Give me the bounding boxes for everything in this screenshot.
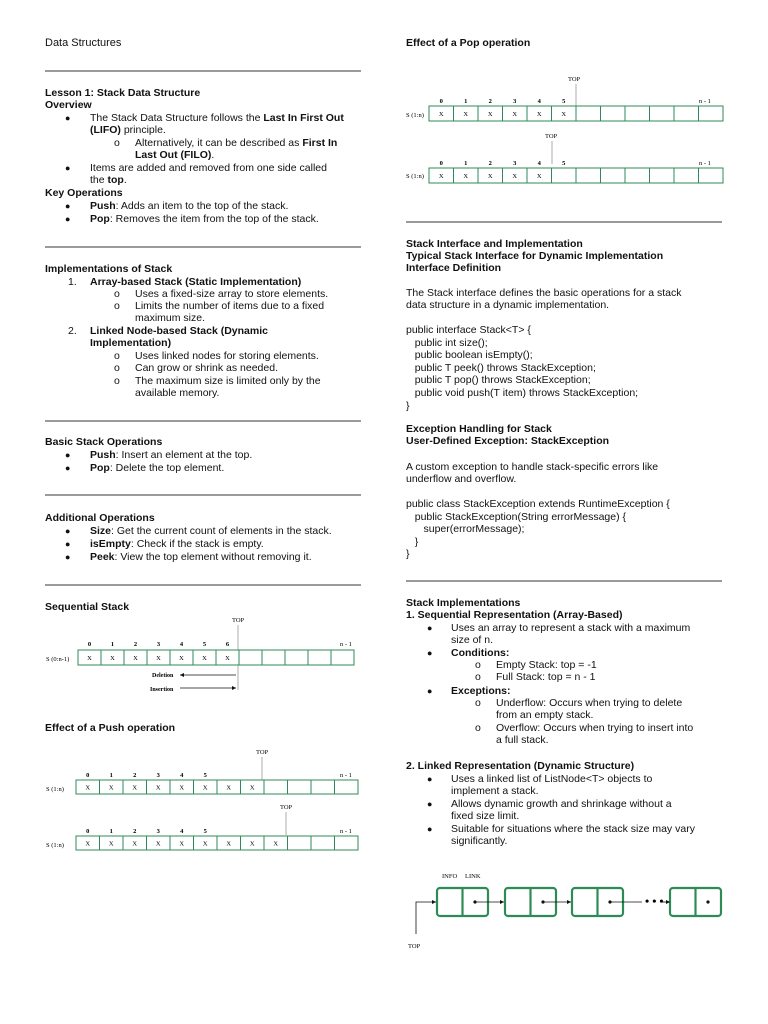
index-label: 0 bbox=[439, 98, 443, 105]
paragraph: A custom exception to handle stack-specific errors like bbox=[406, 461, 659, 473]
cell-value: X bbox=[87, 654, 92, 662]
push-diagram bbox=[40, 745, 365, 855]
index-label: 1 bbox=[110, 641, 115, 648]
list-item: available memory. bbox=[135, 387, 220, 399]
list-item: Uses a linked list of ListNode<T> objects to bbox=[451, 773, 653, 785]
list-item: Implementation) bbox=[90, 337, 172, 349]
list-item: Linked Node-based Stack (Dynamic bbox=[90, 325, 268, 337]
stack-cell bbox=[625, 168, 650, 183]
stack-cell bbox=[552, 168, 577, 183]
code-line: } bbox=[406, 399, 410, 412]
stack-cell bbox=[239, 650, 262, 665]
cell-value: X bbox=[155, 840, 161, 848]
list-item: Conditions: bbox=[451, 647, 510, 659]
cell-value: X bbox=[110, 654, 115, 662]
divider bbox=[45, 494, 361, 496]
stack-cell bbox=[262, 650, 285, 665]
interface-subheading: Typical Stack Interface for Dynamic Implementation bbox=[406, 250, 664, 262]
list-item: Uses an array to represent a stack with a maximum bbox=[451, 622, 691, 634]
divider bbox=[45, 584, 361, 586]
cell-value: X bbox=[226, 840, 232, 848]
cell-value: X bbox=[273, 840, 279, 848]
link-label: LINK bbox=[465, 873, 481, 880]
cell-value: X bbox=[202, 840, 208, 848]
sub-bullet: o bbox=[475, 659, 481, 671]
list-item: a full stack. bbox=[496, 734, 549, 746]
list-item: Peek: View the top element without removing it. bbox=[90, 551, 312, 563]
bullet: ● bbox=[65, 201, 71, 211]
index-label: 5 bbox=[203, 772, 207, 779]
cell-value: X bbox=[438, 172, 444, 180]
index-label: 4 bbox=[537, 160, 541, 167]
list-item: Last Out (FILO). bbox=[135, 149, 215, 161]
stack-cell bbox=[699, 106, 724, 121]
stack-cell bbox=[331, 650, 354, 665]
list-item: the top. bbox=[90, 174, 127, 186]
top-label: TOP bbox=[232, 617, 245, 624]
index-label: n - 1 bbox=[699, 98, 711, 105]
linked-list-diagram bbox=[402, 866, 732, 956]
lesson-title: Lesson 1: Stack Data Structure bbox=[45, 87, 201, 99]
page-title: Data Structures bbox=[45, 37, 122, 49]
code-line: public void push(T item) throws StackException; bbox=[406, 386, 639, 399]
index-label: 5 bbox=[203, 828, 207, 835]
list-item: Array-based Stack (Static Implementation) bbox=[90, 276, 302, 288]
index-label: 1 bbox=[109, 828, 113, 835]
cell-value: X bbox=[438, 110, 444, 118]
top-label: TOP bbox=[256, 749, 269, 756]
index-label: 2 bbox=[133, 641, 138, 648]
stack-cell bbox=[650, 168, 675, 183]
cell-value: X bbox=[202, 654, 207, 662]
index-label: 6 bbox=[225, 641, 230, 648]
list-number: 1. bbox=[68, 276, 77, 288]
sub-bullet: o bbox=[475, 671, 481, 683]
list-item: maximum size. bbox=[135, 312, 206, 324]
stack-cell bbox=[311, 836, 335, 850]
deletion-label: Deletion bbox=[152, 673, 174, 679]
index-label: 5 bbox=[562, 160, 566, 167]
pop-heading: Effect of a Pop operation bbox=[406, 37, 531, 49]
stack-cell bbox=[285, 650, 308, 665]
divider bbox=[406, 580, 722, 582]
top-label: TOP bbox=[408, 943, 421, 950]
list-item: Alternatively, it can be described as First In bbox=[135, 137, 338, 149]
interface-heading: Stack Interface and Implementation bbox=[406, 238, 583, 250]
index-label: 4 bbox=[537, 98, 541, 105]
info-label: INFO bbox=[442, 873, 458, 880]
seq-repr-title: 1. Sequential Representation (Array-Based) bbox=[406, 609, 623, 621]
cell-value: X bbox=[249, 784, 255, 792]
index-label: 2 bbox=[133, 772, 137, 779]
index-label: 3 bbox=[156, 828, 160, 835]
index-label: 1 bbox=[109, 772, 113, 779]
insertion-arrowhead bbox=[232, 686, 236, 690]
exception-subheading: User-Defined Exception: StackException bbox=[406, 435, 610, 447]
paragraph: underflow and overflow. bbox=[406, 473, 517, 485]
top-pointer-line bbox=[416, 902, 436, 934]
impl-heading: Implementations of Stack bbox=[45, 263, 173, 275]
list-item: Underflow: Occurs when trying to delete bbox=[496, 697, 683, 709]
cell-value: X bbox=[536, 172, 542, 180]
bullet: ● bbox=[427, 774, 433, 784]
pop-diagram bbox=[402, 72, 727, 187]
index-label: n - 1 bbox=[340, 641, 352, 648]
stack-impls-heading: Stack Implementations bbox=[406, 597, 521, 609]
top-label: TOP bbox=[280, 804, 293, 811]
list-item: significantly. bbox=[451, 835, 508, 847]
bullet: ● bbox=[65, 214, 71, 224]
deletion-arrowhead bbox=[180, 673, 184, 677]
cell-value: X bbox=[156, 654, 161, 662]
list-item: isEmpty: Check if the stack is empty. bbox=[90, 538, 264, 550]
bullet: ● bbox=[427, 648, 433, 658]
sub-bullet: o bbox=[114, 375, 120, 387]
code-line: } bbox=[406, 548, 410, 561]
sub-bullet: o bbox=[114, 362, 120, 374]
cell-value: X bbox=[512, 172, 518, 180]
index-label: 1 bbox=[464, 160, 468, 167]
code-line: public T pop() throws StackException; bbox=[406, 374, 591, 387]
list-item: Limits the number of items due to a fixed bbox=[135, 300, 325, 312]
link-arrowhead bbox=[500, 900, 504, 904]
cell-value: X bbox=[132, 784, 138, 792]
bullet: ● bbox=[427, 686, 433, 696]
stack-cell bbox=[674, 106, 699, 121]
divider bbox=[45, 246, 361, 248]
cell-value: X bbox=[132, 840, 138, 848]
sub-bullet: o bbox=[475, 697, 481, 709]
cell-value: X bbox=[179, 840, 185, 848]
divider bbox=[45, 420, 361, 422]
link-dot bbox=[706, 900, 709, 903]
paragraph: data structure in a dynamic implementation. bbox=[406, 299, 610, 311]
cell-value: X bbox=[85, 784, 91, 792]
stack-cell bbox=[576, 106, 601, 121]
bullet: ● bbox=[65, 450, 71, 460]
bullet: ● bbox=[65, 163, 71, 173]
list-item: Empty Stack: top = -1 bbox=[496, 659, 597, 671]
stack-cell bbox=[308, 650, 331, 665]
list-item: implement a stack. bbox=[451, 785, 539, 797]
stack-cell bbox=[699, 168, 724, 183]
code-line: super(errorMessage); bbox=[406, 523, 525, 536]
stack-cell bbox=[311, 780, 335, 794]
cell-value: X bbox=[108, 840, 114, 848]
sub-bullet: o bbox=[114, 137, 120, 149]
index-label: 2 bbox=[488, 98, 492, 105]
top-label: TOP bbox=[568, 76, 581, 83]
overview-heading: Overview bbox=[45, 99, 92, 111]
list-item: Exceptions: bbox=[451, 685, 511, 697]
row-label: S (1:n) bbox=[406, 112, 424, 119]
code-line: public int size(); bbox=[406, 336, 488, 349]
cell-value: X bbox=[108, 784, 114, 792]
stack-cell bbox=[601, 168, 626, 183]
list-item: The Stack Data Structure follows the Last In First Out bbox=[90, 112, 344, 124]
basic-ops-heading: Basic Stack Operations bbox=[45, 436, 163, 448]
index-label: 5 bbox=[562, 98, 566, 105]
list-item: Allows dynamic growth and shrinkage without a bbox=[451, 798, 672, 810]
index-label: 1 bbox=[464, 98, 468, 105]
list-item: Suitable for situations where the stack size may vary bbox=[451, 823, 695, 835]
code-line: public boolean isEmpty(); bbox=[406, 349, 533, 362]
list-item: from an empty stack. bbox=[496, 709, 594, 721]
index-label: 2 bbox=[133, 828, 137, 835]
cell-value: X bbox=[463, 172, 469, 180]
list-item: Full Stack: top = n - 1 bbox=[496, 671, 596, 683]
sub-bullet: o bbox=[114, 288, 120, 300]
link-arrowhead bbox=[567, 900, 571, 904]
push-heading: Effect of a Push operation bbox=[45, 722, 176, 734]
cell-value: X bbox=[487, 110, 493, 118]
cell-value: X bbox=[179, 784, 185, 792]
cell-value: X bbox=[463, 110, 469, 118]
bullet: ● bbox=[65, 552, 71, 562]
list-number: 2. bbox=[68, 325, 77, 337]
divider bbox=[45, 70, 361, 72]
index-label: 3 bbox=[156, 772, 160, 779]
sub-bullet: o bbox=[475, 722, 481, 734]
paragraph: The Stack interface defines the basic operations for a stack bbox=[406, 287, 682, 299]
stack-cell bbox=[288, 836, 312, 850]
stack-cell bbox=[264, 780, 288, 794]
row-label: S (0:n-1) bbox=[46, 656, 70, 663]
bullet: ● bbox=[427, 623, 433, 633]
cell-value: X bbox=[85, 840, 91, 848]
list-item: Can grow or shrink as needed. bbox=[135, 362, 278, 374]
top-label: TOP bbox=[545, 133, 558, 140]
code-line: public T peek() throws StackException; bbox=[406, 361, 596, 374]
sub-bullet: o bbox=[114, 350, 120, 362]
interface-definition-heading: Interface Definition bbox=[406, 262, 502, 274]
list-item: Push: Adds an item to the top of the stack. bbox=[90, 200, 289, 212]
index-label: 0 bbox=[87, 641, 92, 648]
index-label: 3 bbox=[513, 98, 517, 105]
row-label: S (1:n) bbox=[46, 786, 64, 793]
bullet: ● bbox=[427, 824, 433, 834]
bullet: ● bbox=[427, 799, 433, 809]
list-item: (LIFO) principle. bbox=[90, 124, 166, 136]
linked-repr-title: 2. Linked Representation (Dynamic Structure) bbox=[406, 760, 635, 772]
cell-value: X bbox=[226, 784, 232, 792]
row-label: S (1:n) bbox=[46, 842, 64, 849]
stack-cell bbox=[288, 780, 312, 794]
cell-value: X bbox=[487, 172, 493, 180]
cell-value: X bbox=[202, 784, 208, 792]
list-item: Items are added and removed from one side called bbox=[90, 162, 327, 174]
list-item: Push: Insert an element at the top. bbox=[90, 449, 253, 461]
list-item: The maximum size is limited only by the bbox=[135, 375, 321, 387]
index-label: 0 bbox=[439, 160, 443, 167]
stack-cell bbox=[601, 106, 626, 121]
list-item: Pop: Delete the top element. bbox=[90, 462, 225, 474]
cell-value: X bbox=[536, 110, 542, 118]
index-label: 5 bbox=[202, 641, 207, 648]
row-label: S (1:n) bbox=[406, 173, 424, 180]
exception-code-block bbox=[406, 498, 670, 561]
stack-cell bbox=[625, 106, 650, 121]
bullet: ● bbox=[65, 463, 71, 473]
cell-value: X bbox=[155, 784, 161, 792]
key-ops-heading: Key Operations bbox=[45, 187, 123, 199]
list-item: Overflow: Occurs when trying to insert into bbox=[496, 722, 694, 734]
index-label: 0 bbox=[86, 772, 90, 779]
index-label: 0 bbox=[86, 828, 90, 835]
stack-cell bbox=[335, 780, 359, 794]
list-item: fixed size limit. bbox=[451, 810, 520, 822]
cell-value: X bbox=[512, 110, 518, 118]
list-item: Pop: Removes the item from the top of the stack. bbox=[90, 213, 319, 225]
index-label: n - 1 bbox=[699, 160, 711, 167]
code-line: public class StackException extends RuntimeException { bbox=[406, 498, 670, 510]
bullet: ● bbox=[65, 539, 71, 549]
exception-heading: Exception Handling for Stack bbox=[406, 423, 552, 435]
code-line: public interface Stack<T> { bbox=[406, 324, 531, 336]
code-line: public StackException(String errorMessage) { bbox=[406, 510, 627, 523]
cell-value: X bbox=[133, 654, 138, 662]
additional-ops-heading: Additional Operations bbox=[45, 512, 155, 524]
list-item: Size: Get the current count of elements in the stack. bbox=[90, 525, 332, 537]
sequential-stack-heading: Sequential Stack bbox=[45, 601, 130, 613]
index-label: n - 1 bbox=[340, 828, 352, 835]
index-label: n - 1 bbox=[340, 772, 352, 779]
sequential-stack-diagram bbox=[40, 612, 365, 697]
index-label: 4 bbox=[180, 828, 184, 835]
divider bbox=[406, 221, 722, 223]
insertion-label: Insertion bbox=[150, 687, 174, 693]
cell-value: X bbox=[225, 654, 230, 662]
index-label: 3 bbox=[156, 641, 161, 648]
index-label: 3 bbox=[513, 160, 517, 167]
list-item: Uses linked nodes for storing elements. bbox=[135, 350, 319, 362]
sub-bullet: o bbox=[114, 300, 120, 312]
index-label: 4 bbox=[179, 641, 184, 648]
list-item: size of n. bbox=[451, 634, 494, 646]
bullet: ● bbox=[65, 113, 71, 123]
bullet: ● bbox=[65, 526, 71, 536]
stack-cell bbox=[335, 836, 359, 850]
interface-code-block bbox=[406, 324, 638, 412]
index-label: 4 bbox=[180, 772, 184, 779]
list-item: Uses a fixed-size array to store elements. bbox=[135, 288, 329, 300]
stack-cell bbox=[674, 168, 699, 183]
code-line: } bbox=[406, 535, 419, 548]
cell-value: X bbox=[561, 110, 567, 118]
stack-cell bbox=[576, 168, 601, 183]
stack-cell bbox=[650, 106, 675, 121]
cell-value: X bbox=[249, 840, 255, 848]
index-label: 2 bbox=[488, 160, 492, 167]
cell-value: X bbox=[179, 654, 184, 662]
top-pointer-arrowhead bbox=[432, 900, 436, 904]
ellipsis: • • • bbox=[645, 894, 664, 908]
